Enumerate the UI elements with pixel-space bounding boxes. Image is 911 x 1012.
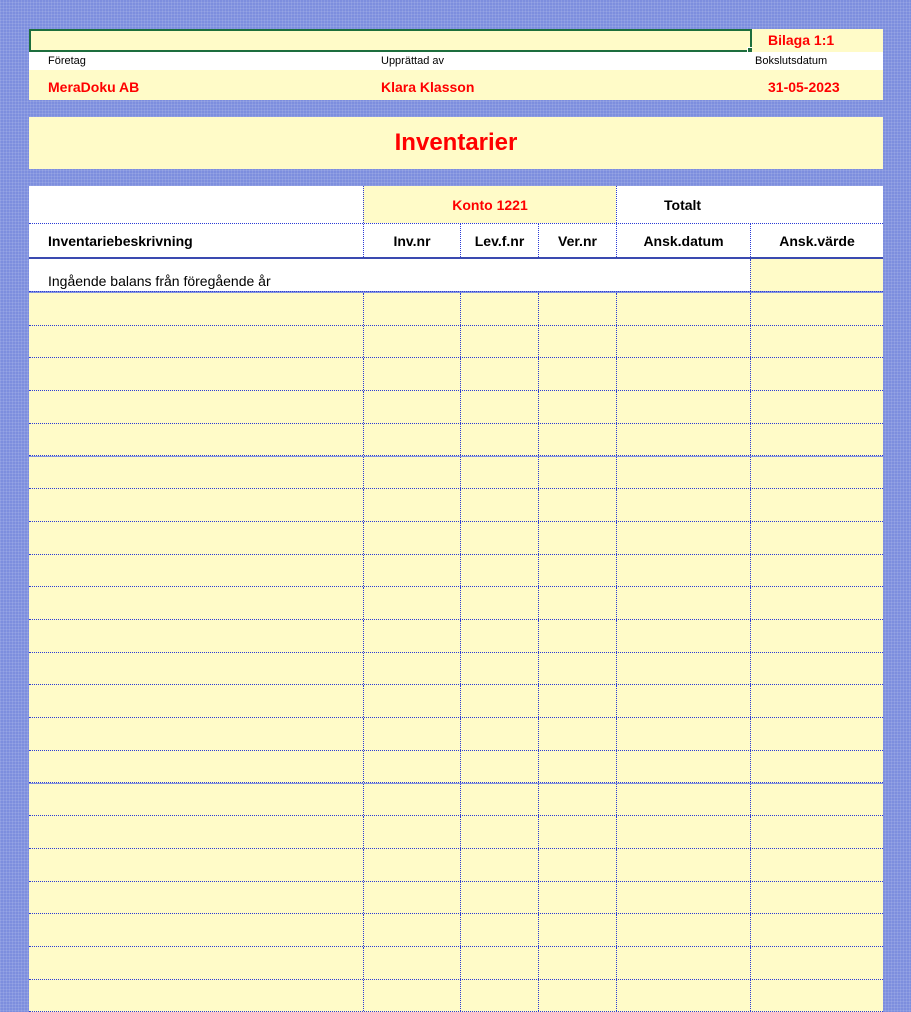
cell-description[interactable]: [29, 293, 363, 325]
table-row: [29, 620, 883, 653]
cell-ansk-datum[interactable]: [616, 457, 750, 489]
closing-date-label: Bokslutsdatum: [755, 55, 828, 67]
table-row: [29, 424, 883, 457]
cell-lev-f-nr[interactable]: [460, 326, 538, 358]
company-value[interactable]: MeraDoku AB: [48, 79, 140, 95]
cell-lev-f-nr[interactable]: [460, 653, 538, 685]
cell-ansk-datum[interactable]: [616, 391, 750, 423]
header-blank-cell: [29, 186, 363, 223]
cell-lev-f-nr[interactable]: [460, 358, 538, 390]
cell-description[interactable]: [29, 522, 363, 554]
cell-ansk-varde[interactable]: [750, 980, 883, 1012]
cell-ver-nr[interactable]: [538, 882, 616, 914]
cell-lev-f-nr[interactable]: [460, 555, 538, 587]
cell-ansk-varde[interactable]: [750, 653, 883, 685]
cell-inv-nr[interactable]: [363, 718, 460, 750]
cell-ver-nr[interactable]: [538, 653, 616, 685]
col-ansk-varde-header[interactable]: Ansk.värde: [750, 224, 883, 257]
table-header-row-1: [29, 186, 883, 223]
cell-ver-nr[interactable]: [538, 358, 616, 390]
cell-ansk-datum[interactable]: [616, 587, 750, 619]
cell-ansk-varde[interactable]: [750, 849, 883, 881]
table-row: [29, 718, 883, 751]
cell-ansk-varde[interactable]: [750, 326, 883, 358]
cell-description[interactable]: [29, 685, 363, 717]
cell-inv-nr[interactable]: [363, 293, 460, 325]
company-label: Företag: [48, 55, 86, 67]
cell-ansk-datum[interactable]: [616, 326, 750, 358]
cell-description[interactable]: [29, 457, 363, 489]
table-row: [29, 293, 883, 326]
cell-ansk-datum[interactable]: [616, 751, 750, 783]
cell-ansk-varde[interactable]: [750, 816, 883, 848]
cell-lev-f-nr[interactable]: [460, 620, 538, 652]
selected-cell[interactable]: [29, 29, 752, 52]
total-header[interactable]: Totalt: [616, 186, 883, 223]
cell-description[interactable]: [29, 751, 363, 783]
cell-ansk-datum[interactable]: [616, 293, 750, 325]
cell-ansk-varde[interactable]: [750, 587, 883, 619]
cell-lev-f-nr[interactable]: [460, 784, 538, 816]
col-inv-nr-header[interactable]: Inv.nr: [363, 224, 460, 257]
cell-ansk-datum[interactable]: [616, 522, 750, 554]
cell-ver-nr[interactable]: [538, 620, 616, 652]
cell-ansk-datum[interactable]: [616, 555, 750, 587]
cell-description[interactable]: [29, 424, 363, 456]
cell-ansk-varde[interactable]: [750, 685, 883, 717]
cell-ansk-varde[interactable]: [750, 751, 883, 783]
cell-lev-f-nr[interactable]: [460, 882, 538, 914]
opening-balance-row: [29, 259, 883, 292]
cell-ansk-datum[interactable]: [616, 980, 750, 1012]
closing-date-value[interactable]: 31-05-2023: [768, 79, 840, 95]
col-ansk-datum-header[interactable]: Ansk.datum: [616, 224, 750, 257]
cell-lev-f-nr[interactable]: [460, 849, 538, 881]
cell-lev-f-nr[interactable]: [460, 489, 538, 521]
cell-ansk-varde[interactable]: [750, 947, 883, 979]
cell-description[interactable]: [29, 358, 363, 390]
cell-ansk-datum[interactable]: [616, 784, 750, 816]
cell-ver-nr[interactable]: [538, 849, 616, 881]
cell-description[interactable]: [29, 816, 363, 848]
cell-inv-nr[interactable]: [363, 489, 460, 521]
opening-balance-value-cell[interactable]: [750, 259, 883, 291]
account-header[interactable]: Konto 1221: [363, 186, 616, 223]
cell-ansk-varde[interactable]: [750, 620, 883, 652]
cell-description[interactable]: [29, 980, 363, 1012]
cell-lev-f-nr[interactable]: [460, 685, 538, 717]
cell-ansk-varde[interactable]: [750, 293, 883, 325]
cell-ansk-varde[interactable]: [750, 358, 883, 390]
cell-description[interactable]: [29, 849, 363, 881]
cell-ansk-varde[interactable]: [750, 522, 883, 554]
cell-inv-nr[interactable]: [363, 653, 460, 685]
cell-inv-nr[interactable]: [363, 685, 460, 717]
table-row: [29, 358, 883, 391]
col-description-header[interactable]: Inventariebeskrivning: [48, 232, 193, 249]
cell-description[interactable]: [29, 784, 363, 816]
cell-ver-nr[interactable]: [538, 555, 616, 587]
col-lev-f-nr-header[interactable]: Lev.f.nr: [460, 224, 538, 257]
cell-lev-f-nr[interactable]: [460, 522, 538, 554]
cell-ver-nr[interactable]: [538, 489, 616, 521]
cell-ansk-varde[interactable]: [750, 718, 883, 750]
cell-ver-nr[interactable]: [538, 751, 616, 783]
cell-inv-nr[interactable]: [363, 391, 460, 423]
cell-lev-f-nr[interactable]: [460, 980, 538, 1012]
table-row: [29, 947, 883, 980]
table-header-row-2: [29, 223, 883, 259]
cell-description[interactable]: [29, 947, 363, 979]
cell-inv-nr[interactable]: [363, 620, 460, 652]
cell-ansk-varde[interactable]: [750, 914, 883, 946]
table-row: [29, 816, 883, 849]
table-row: [29, 882, 883, 915]
table-row: [29, 587, 883, 620]
cell-ver-nr[interactable]: [538, 391, 616, 423]
table-row: [29, 489, 883, 522]
cell-ansk-varde[interactable]: [750, 424, 883, 456]
cell-ver-nr[interactable]: [538, 685, 616, 717]
page-title: Inventarier: [29, 117, 883, 169]
cell-ver-nr[interactable]: [538, 914, 616, 946]
cell-ver-nr[interactable]: [538, 718, 616, 750]
cell-description[interactable]: [29, 653, 363, 685]
header-values-row: [29, 70, 883, 100]
cell-ansk-varde[interactable]: [750, 555, 883, 587]
cell-ansk-datum[interactable]: [616, 685, 750, 717]
cell-inv-nr[interactable]: [363, 882, 460, 914]
table-row: [29, 980, 883, 1012]
prepared-by-value[interactable]: Klara Klasson: [381, 79, 475, 95]
cell-ansk-datum[interactable]: [616, 653, 750, 685]
cell-lev-f-nr[interactable]: [460, 293, 538, 325]
cell-lev-f-nr[interactable]: [460, 816, 538, 848]
table-row: [29, 391, 883, 424]
table-row: [29, 326, 883, 359]
cell-inv-nr[interactable]: [363, 947, 460, 979]
opening-balance-label[interactable]: Ingående balans från föregående år: [29, 259, 750, 291]
cell-inv-nr[interactable]: [363, 555, 460, 587]
cell-ver-nr[interactable]: [538, 784, 616, 816]
cell-ansk-datum[interactable]: [616, 424, 750, 456]
cell-ver-nr[interactable]: [538, 980, 616, 1012]
cell-ver-nr[interactable]: [538, 424, 616, 456]
table-row: [29, 522, 883, 555]
table-row: [29, 653, 883, 686]
cell-inv-nr[interactable]: [363, 457, 460, 489]
cell-inv-nr[interactable]: [363, 326, 460, 358]
cell-description[interactable]: [29, 620, 363, 652]
cell-ansk-datum[interactable]: [616, 816, 750, 848]
cell-description[interactable]: [29, 882, 363, 914]
cell-ansk-datum[interactable]: [616, 914, 750, 946]
cell-lev-f-nr[interactable]: [460, 718, 538, 750]
cell-ansk-varde[interactable]: [750, 784, 883, 816]
cell-ver-nr[interactable]: [538, 522, 616, 554]
cell-ansk-datum[interactable]: [616, 489, 750, 521]
table-row: [29, 457, 883, 490]
cell-description[interactable]: [29, 489, 363, 521]
cell-ansk-varde[interactable]: [750, 882, 883, 914]
cell-inv-nr[interactable]: [363, 849, 460, 881]
inventory-table-body: [29, 259, 883, 1000]
cell-inv-nr[interactable]: [363, 522, 460, 554]
cell-ver-nr[interactable]: [538, 947, 616, 979]
cell-lev-f-nr[interactable]: [460, 587, 538, 619]
prepared-by-label: Upprättad av: [381, 55, 444, 67]
cell-inv-nr[interactable]: [363, 914, 460, 946]
cell-ansk-varde[interactable]: [750, 457, 883, 489]
cell-lev-f-nr[interactable]: [460, 391, 538, 423]
cell-inv-nr[interactable]: [363, 784, 460, 816]
cell-inv-nr[interactable]: [363, 358, 460, 390]
cell-ansk-datum[interactable]: [616, 849, 750, 881]
cell-inv-nr[interactable]: [363, 424, 460, 456]
table-row: [29, 849, 883, 882]
cell-description[interactable]: [29, 914, 363, 946]
cell-ansk-datum[interactable]: [616, 947, 750, 979]
cell-ansk-varde[interactable]: [750, 489, 883, 521]
cell-lev-f-nr[interactable]: [460, 424, 538, 456]
table-row: [29, 784, 883, 817]
cell-description[interactable]: [29, 587, 363, 619]
cell-description[interactable]: [29, 718, 363, 750]
cell-lev-f-nr[interactable]: [460, 751, 538, 783]
cell-ansk-datum[interactable]: [616, 882, 750, 914]
table-row: [29, 751, 883, 784]
table-row: [29, 555, 883, 588]
cell-ver-nr[interactable]: [538, 326, 616, 358]
cell-inv-nr[interactable]: [363, 587, 460, 619]
cell-description[interactable]: [29, 391, 363, 423]
cell-ansk-datum[interactable]: [616, 358, 750, 390]
cell-lev-f-nr[interactable]: [460, 947, 538, 979]
appendix-label: Bilaga 1:1: [752, 29, 883, 52]
col-ver-nr-header[interactable]: Ver.nr: [538, 224, 616, 257]
cell-ansk-varde[interactable]: [750, 391, 883, 423]
cell-ansk-datum[interactable]: [616, 718, 750, 750]
cell-ansk-datum[interactable]: [616, 620, 750, 652]
cell-ver-nr[interactable]: [538, 587, 616, 619]
table-row: [29, 914, 883, 947]
cell-lev-f-nr[interactable]: [460, 457, 538, 489]
header-labels-row: [29, 52, 883, 70]
table-row: [29, 685, 883, 718]
cell-inv-nr[interactable]: [363, 751, 460, 783]
cell-lev-f-nr[interactable]: [460, 914, 538, 946]
cell-inv-nr[interactable]: [363, 980, 460, 1012]
cell-ver-nr[interactable]: [538, 457, 616, 489]
cell-ver-nr[interactable]: [538, 293, 616, 325]
cell-ver-nr[interactable]: [538, 816, 616, 848]
cell-description[interactable]: [29, 326, 363, 358]
cell-description[interactable]: [29, 555, 363, 587]
cell-inv-nr[interactable]: [363, 816, 460, 848]
